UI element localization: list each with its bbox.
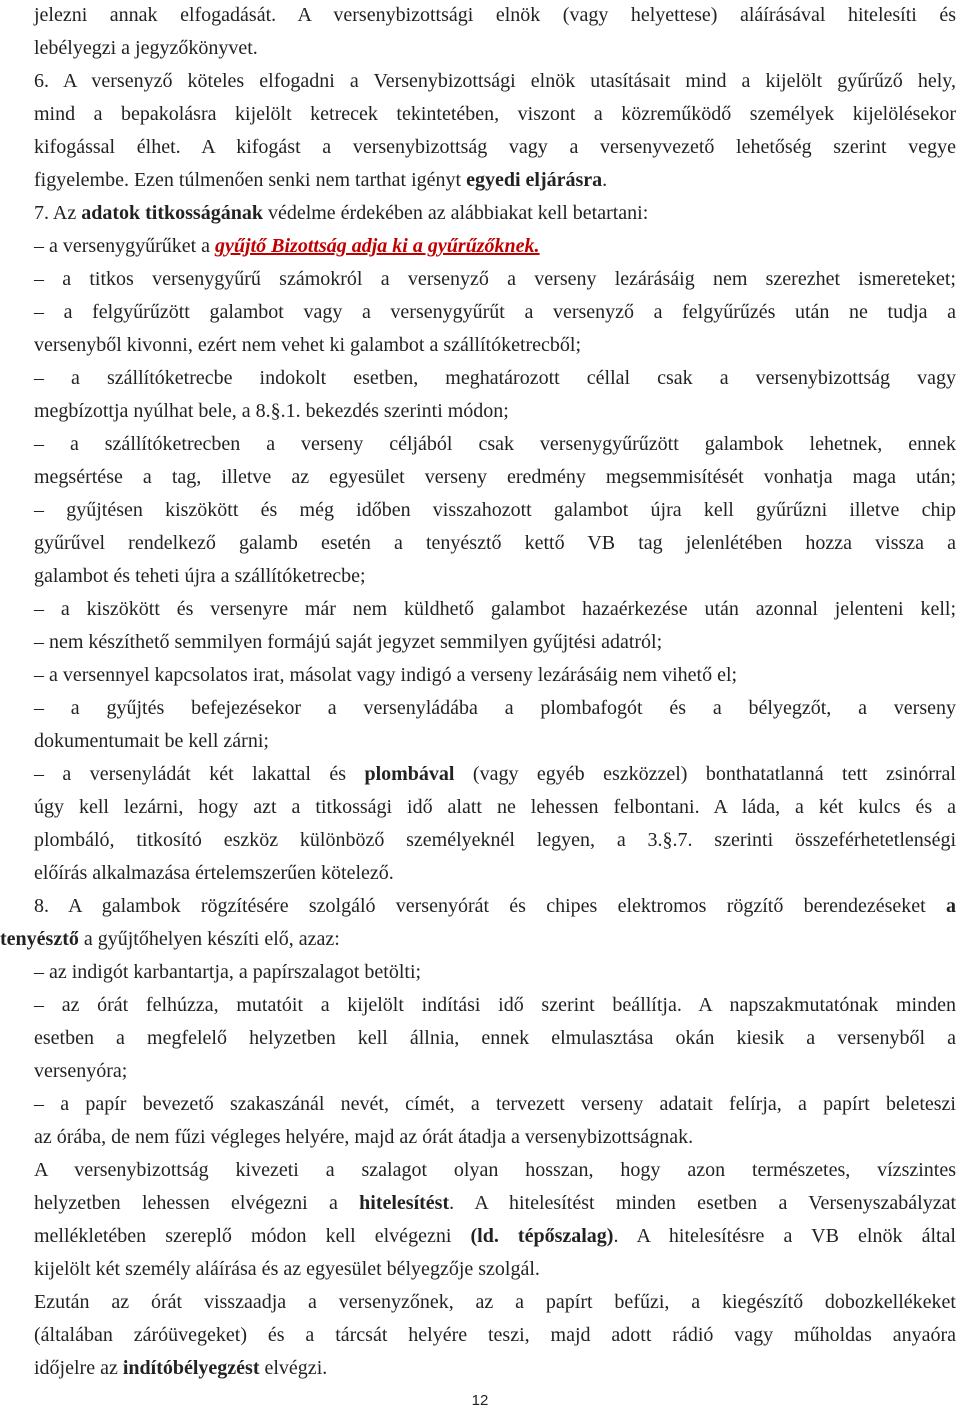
text-line: – a gyűjtés befejezésekor a versenyládába a plombafogót és a bélyegzőt, a verseny xyxy=(34,697,956,719)
text-line: – a titkos versenygyűrű számokról a versenyző a verseny lezárásáig nem szerezhet ismereteket; xyxy=(34,268,956,290)
text-line: megsértése a tag, illetve az egyesület verseny eredmény megsemmisítését vonhatja maga után; xyxy=(34,466,956,488)
text-line: gyűrűvel rendelkező galamb esetén a tenyésztő kettő VB tag jelenlétében hozza vissza a xyxy=(34,532,956,554)
bold-term: plombával xyxy=(364,763,455,785)
text-line: jelezni annak elfogadását. A versenybizottsági elnök (vagy helyettese) aláírásával hitelesíti és xyxy=(34,4,956,26)
text-line: az órába, de nem fűzi végleges helyére, majd az órát átadja a versenybizottságnak. xyxy=(34,1126,694,1148)
text-line: figyelembe. Ezen túlmenően senki nem tarthat igényt egyedi eljárásra. xyxy=(34,169,608,191)
text-line: úgy kell lezárni, hogy azt a titkossági idő alatt ne lehessen felbontani. A láda, a két kulcs és a xyxy=(34,796,956,818)
text-line: – a versennyel kapcsolatos irat, másolat vagy indigó a verseny lezárásáig nem vihető el; xyxy=(34,664,738,686)
bold-term: egyedi eljárásra xyxy=(466,169,603,191)
text-line: – a szállítóketrecbe indokolt esetben, meghatározott céllal csak a versenybizottság vagy xyxy=(34,367,956,389)
bold-term: a xyxy=(946,895,956,917)
bold-term: hitelesítést xyxy=(359,1192,450,1214)
text-line: – a felgyűrűzött galambot vagy a versenygyűrűt a versenyző a felgyűrűzés után ne tudja a xyxy=(34,301,956,323)
text-line: versenyóra; xyxy=(34,1060,128,1082)
highlighted-phrase: gyűjtő Bizottság adja ki a gyűrűzőknek. xyxy=(215,235,540,257)
text-line: dokumentumait be kell zárni; xyxy=(34,730,269,752)
text-line: galambot és teheti újra a szállítóketrecbe; xyxy=(34,565,366,587)
text-line: 6. A versenyző köteles elfogadni a Versenybizottsági elnök utasításait mind a kijelölt gyűrűző hely, xyxy=(34,70,956,92)
text-line: – gyűjtésen kiszökött és még időben visszahozott galambot újra kell gyűrűzni illetve chip xyxy=(34,499,956,521)
text-line: – a versenygyűrűket a gyűjtő Bizottság adja ki a gyűrűzőknek. xyxy=(34,235,540,257)
bold-term: (ld. tépőszalag) xyxy=(470,1225,614,1247)
text-line: – nem készíthető semmilyen formájú saját jegyzet semmilyen gyűjtési adatról; xyxy=(34,631,663,653)
text-line: 7. Az adatok titkosságának védelme érdekében az alábbiakat kell betartani: xyxy=(34,202,649,224)
text-line: Ezután az órát visszaadja a versenyzőnek, az a papírt befűzi, a kiegészítő dobozkellékeket xyxy=(34,1291,956,1313)
bold-term: indítóbélyegzést xyxy=(122,1357,260,1379)
text-line: esetben a megfelelő helyzetben kell állnia, ennek elmulasztása okán kiesik a versenyből a xyxy=(34,1027,956,1049)
text-line: – a kiszökött és versenyre már nem küldhető galambot hazaérkezése után azonnal jelenteni kell; xyxy=(34,598,956,620)
text-line: – a papír bevezető szakaszánál nevét, címét, a tervezett verseny adatait felírja, a papírt beleteszi xyxy=(34,1093,956,1115)
text-line: lebélyegzi a jegyzőkönyvet. xyxy=(34,37,258,59)
text-line: plombáló, titkosító eszköz különböző személyeknél legyen, a 3.§.7. szerinti összeférhetetlenségi xyxy=(34,829,956,851)
page-number: 12 xyxy=(471,1392,489,1409)
text-line: versenyből kivonni, ezért nem vehet ki galambot a szállítóketrecből; xyxy=(34,334,582,356)
text-line: – a versenyládát két lakattal és plombával (vagy egyéb eszközzel) bonthatatlanná tett zsinórral xyxy=(34,763,956,785)
text-line: A versenybizottság kivezeti a szalagot olyan hosszan, hogy azon természetes, vízszintes xyxy=(34,1159,956,1181)
text-line: mind a bepakolásra kijelölt ketrecek tekintetében, viszont a közreműködő személyek kijelölésekor xyxy=(34,103,956,125)
text-line: – az indigót karbantartja, a papírszalagot betölti; xyxy=(34,961,422,983)
text-line: – az órát felhúzza, mutatóit a kijelölt indítási idő szerint beállítja. A napszakmutatónak minden xyxy=(34,994,956,1016)
text-line: (általában záróüvegeket) és a tárcsát helyére teszi, majd adott rádió vagy műholdas anyaóra xyxy=(34,1324,956,1346)
text-line: előírás alkalmazása értelemszerűen kötelező. xyxy=(34,862,394,884)
text-line: kifogással élhet. A kifogást a versenybizottság vagy a versenyvezető lehetőség szerint vegye xyxy=(34,136,956,158)
text-line: – a szállítóketrecben a verseny céljából csak versenygyűrűzött galambok lehetnek, ennek xyxy=(34,433,956,455)
text-line: mellékletében szereplő módon kell elvégezni (ld. tépőszalag). A hitelesítésre a VB elnök által xyxy=(34,1225,956,1247)
text-line: megbízottja nyúlhat bele, a 8.§.1. bekezdés szerinti módon; xyxy=(34,400,509,422)
text-line: 8. A galambok rögzítésére szolgáló versenyórát és chipes elektromos rögzítő berendezéseket a xyxy=(34,895,956,917)
bold-term: adatok titkosságának xyxy=(81,202,263,224)
bold-term: tenyésztő xyxy=(0,928,79,950)
text-line: időjelre az indítóbélyegzést elvégzi. xyxy=(34,1357,328,1379)
text-line: kijelölt két személy aláírása és az egyesület bélyegzője szolgál. xyxy=(34,1258,540,1280)
text-line: helyzetben lehessen elvégezni a hitelesítést. A hitelesítést minden esetben a Versenyszabályzat xyxy=(34,1192,956,1214)
text-line: tenyésztő a gyűjtőhelyen készíti elő, azaz: xyxy=(0,928,340,950)
